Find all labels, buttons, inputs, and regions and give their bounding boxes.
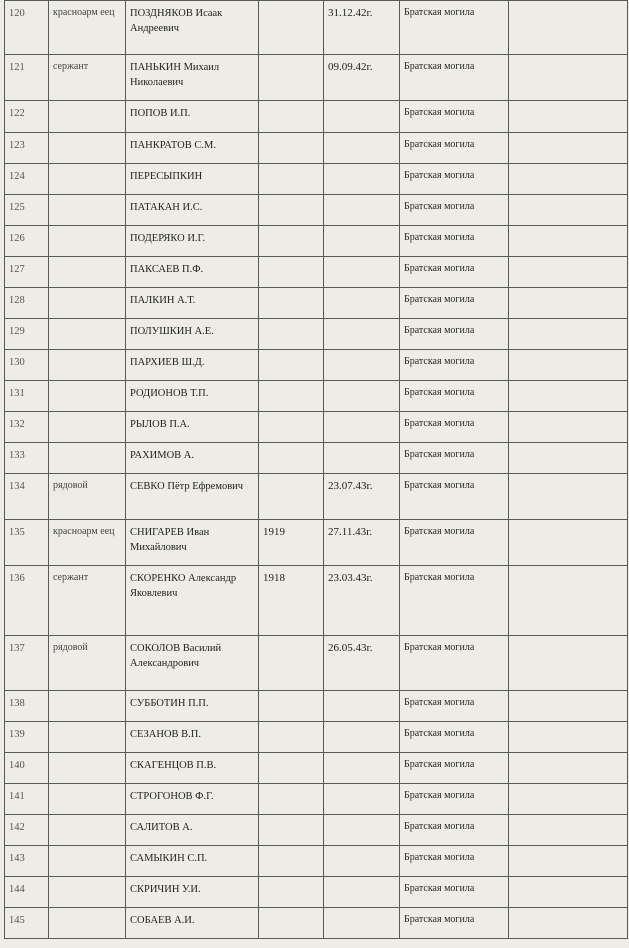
rank-cell — [49, 846, 126, 877]
name-cell: СТРОГОНОВ Ф.Г. — [126, 784, 259, 815]
table-row — [5, 877, 628, 908]
death-date-cell — [324, 226, 400, 257]
empty-cell — [509, 412, 628, 443]
burial-place-cell: Братская могила — [400, 195, 509, 226]
table-row — [5, 691, 628, 722]
name-cell: ПАНКРАТОВ С.М. — [126, 133, 259, 164]
table-row — [5, 520, 628, 566]
birth-year-cell — [259, 877, 324, 908]
row-number: 126 — [5, 226, 49, 257]
birth-year-cell — [259, 784, 324, 815]
burial-place-cell: Братская могила — [400, 474, 509, 520]
burial-place-cell: Братская могила — [400, 566, 509, 636]
birth-year-cell — [259, 753, 324, 784]
name-cell: САМЫКИН С.П. — [126, 846, 259, 877]
rank-cell — [49, 226, 126, 257]
birth-year-cell — [259, 257, 324, 288]
table-row — [5, 784, 628, 815]
name-cell: ПАРХИЕВ Ш.Д. — [126, 350, 259, 381]
death-date-cell — [324, 846, 400, 877]
burial-place-cell: Братская могила — [400, 636, 509, 691]
empty-cell — [509, 101, 628, 133]
rank-cell: рядовой — [49, 474, 126, 520]
death-date-cell: 23.07.43г. — [324, 474, 400, 520]
burial-place-cell: Братская могила — [400, 520, 509, 566]
rank-cell — [49, 350, 126, 381]
row-number: 129 — [5, 319, 49, 350]
table-row — [5, 226, 628, 257]
empty-cell — [509, 636, 628, 691]
empty-cell — [509, 288, 628, 319]
rank-cell: рядовой — [49, 636, 126, 691]
table-row — [5, 908, 628, 939]
name-cell: СНИГАРЕВ Иван Михайлович — [126, 520, 259, 566]
name-cell: СОБАЕВ А.И. — [126, 908, 259, 939]
death-date-cell — [324, 101, 400, 133]
row-number: 141 — [5, 784, 49, 815]
death-date-cell: 26.05.43г. — [324, 636, 400, 691]
table-row — [5, 1, 628, 55]
name-cell: ПОДЕРЯКО И.Г. — [126, 226, 259, 257]
birth-year-cell — [259, 1, 324, 55]
table-row — [5, 846, 628, 877]
table-row — [5, 443, 628, 474]
birth-year-cell — [259, 908, 324, 939]
birth-year-cell — [259, 815, 324, 846]
birth-year-cell — [259, 636, 324, 691]
death-date-cell — [324, 815, 400, 846]
empty-cell — [509, 877, 628, 908]
name-cell: ПЕРЕСЫПКИН — [126, 164, 259, 195]
empty-cell — [509, 815, 628, 846]
row-number: 139 — [5, 722, 49, 753]
birth-year-cell — [259, 195, 324, 226]
row-number: 143 — [5, 846, 49, 877]
row-number: 137 — [5, 636, 49, 691]
burial-place-cell: Братская могила — [400, 350, 509, 381]
burial-place-cell: Братская могила — [400, 133, 509, 164]
empty-cell — [509, 195, 628, 226]
empty-cell — [509, 133, 628, 164]
burial-place-cell: Братская могила — [400, 908, 509, 939]
empty-cell — [509, 226, 628, 257]
name-cell: ПАНЬКИН Михаил Николаевич — [126, 55, 259, 101]
death-date-cell — [324, 381, 400, 412]
empty-cell — [509, 319, 628, 350]
birth-year-cell — [259, 412, 324, 443]
rank-cell — [49, 753, 126, 784]
burial-place-cell: Братская могила — [400, 815, 509, 846]
birth-year-cell — [259, 474, 324, 520]
birth-year-cell — [259, 101, 324, 133]
rank-cell — [49, 784, 126, 815]
row-number: 134 — [5, 474, 49, 520]
table-row — [5, 636, 628, 691]
rank-cell — [49, 815, 126, 846]
name-cell: СУББОТИН П.П. — [126, 691, 259, 722]
table-row — [5, 381, 628, 412]
burial-place-cell: Братская могила — [400, 691, 509, 722]
empty-cell — [509, 520, 628, 566]
death-date-cell — [324, 691, 400, 722]
table-row — [5, 815, 628, 846]
table-row — [5, 412, 628, 443]
death-date-cell — [324, 908, 400, 939]
register-body — [5, 1, 628, 939]
row-number: 125 — [5, 195, 49, 226]
death-date-cell — [324, 443, 400, 474]
name-cell: ПАЛКИН А.Т. — [126, 288, 259, 319]
name-cell: ПОЛУШКИН А.Е. — [126, 319, 259, 350]
death-date-cell — [324, 753, 400, 784]
burial-place-cell: Братская могила — [400, 443, 509, 474]
rank-cell: красноарм еец — [49, 1, 126, 55]
birth-year-cell — [259, 319, 324, 350]
birth-year-cell — [259, 133, 324, 164]
empty-cell — [509, 566, 628, 636]
name-cell: СКОРЕНКО Александр Яковлевич — [126, 566, 259, 636]
death-date-cell — [324, 350, 400, 381]
empty-cell — [509, 846, 628, 877]
burial-register-table — [4, 0, 628, 939]
row-number: 135 — [5, 520, 49, 566]
table-row — [5, 195, 628, 226]
burial-place-cell: Братская могила — [400, 226, 509, 257]
row-number: 144 — [5, 877, 49, 908]
name-cell: ПОЗДНЯКОВ Исаак Андреевич — [126, 1, 259, 55]
table-row — [5, 164, 628, 195]
empty-cell — [509, 1, 628, 55]
row-number: 140 — [5, 753, 49, 784]
name-cell: СЕЗАНОВ В.П. — [126, 722, 259, 753]
empty-cell — [509, 691, 628, 722]
table-row — [5, 257, 628, 288]
row-number: 128 — [5, 288, 49, 319]
death-date-cell — [324, 257, 400, 288]
table-row — [5, 101, 628, 133]
row-number: 127 — [5, 257, 49, 288]
burial-place-cell: Братская могила — [400, 784, 509, 815]
death-date-cell — [324, 164, 400, 195]
table-row — [5, 722, 628, 753]
name-cell: РАХИМОВ А. — [126, 443, 259, 474]
burial-place-cell: Братская могила — [400, 55, 509, 101]
burial-place-cell: Братская могила — [400, 319, 509, 350]
row-number: 123 — [5, 133, 49, 164]
death-date-cell — [324, 412, 400, 443]
row-number: 130 — [5, 350, 49, 381]
row-number: 142 — [5, 815, 49, 846]
death-date-cell: 09.09.42г. — [324, 55, 400, 101]
burial-place-cell: Братская могила — [400, 257, 509, 288]
row-number: 138 — [5, 691, 49, 722]
death-date-cell — [324, 877, 400, 908]
burial-place-cell: Братская могила — [400, 288, 509, 319]
name-cell: СОКОЛОВ Василий Александрович — [126, 636, 259, 691]
empty-cell — [509, 350, 628, 381]
death-date-cell — [324, 195, 400, 226]
table-row — [5, 350, 628, 381]
burial-place-cell: Братская могила — [400, 753, 509, 784]
birth-year-cell — [259, 55, 324, 101]
empty-cell — [509, 753, 628, 784]
name-cell: ПАКСАЕВ П.Ф. — [126, 257, 259, 288]
row-number: 145 — [5, 908, 49, 939]
rank-cell — [49, 443, 126, 474]
burial-place-cell: Братская могила — [400, 722, 509, 753]
row-number: 131 — [5, 381, 49, 412]
rank-cell — [49, 691, 126, 722]
row-number: 122 — [5, 101, 49, 133]
burial-place-cell: Братская могила — [400, 412, 509, 443]
row-number: 121 — [5, 55, 49, 101]
burial-place-cell: Братская могила — [400, 846, 509, 877]
row-number: 124 — [5, 164, 49, 195]
birth-year-cell — [259, 846, 324, 877]
table-row — [5, 55, 628, 101]
row-number: 132 — [5, 412, 49, 443]
table-row — [5, 566, 628, 636]
birth-year-cell — [259, 443, 324, 474]
table-row — [5, 133, 628, 164]
rank-cell — [49, 319, 126, 350]
rank-cell — [49, 908, 126, 939]
birth-year-cell: 1918 — [259, 566, 324, 636]
birth-year-cell — [259, 350, 324, 381]
rank-cell — [49, 164, 126, 195]
row-number: 136 — [5, 566, 49, 636]
empty-cell — [509, 474, 628, 520]
empty-cell — [509, 908, 628, 939]
rank-cell — [49, 381, 126, 412]
name-cell: ПАТАКАН И.С. — [126, 195, 259, 226]
birth-year-cell: 1919 — [259, 520, 324, 566]
name-cell: РОДИОНОВ Т.П. — [126, 381, 259, 412]
empty-cell — [509, 257, 628, 288]
birth-year-cell — [259, 691, 324, 722]
burial-place-cell: Братская могила — [400, 1, 509, 55]
table-row — [5, 474, 628, 520]
death-date-cell: 27.11.43г. — [324, 520, 400, 566]
birth-year-cell — [259, 226, 324, 257]
birth-year-cell — [259, 722, 324, 753]
rank-cell — [49, 133, 126, 164]
rank-cell: красноарм еец — [49, 520, 126, 566]
rank-cell — [49, 257, 126, 288]
name-cell: СКАГЕНЦОВ П.В. — [126, 753, 259, 784]
name-cell: СКРИЧИН У.И. — [126, 877, 259, 908]
rank-cell — [49, 877, 126, 908]
burial-place-cell: Братская могила — [400, 101, 509, 133]
rank-cell — [49, 195, 126, 226]
name-cell: ПОПОВ И.П. — [126, 101, 259, 133]
rank-cell — [49, 288, 126, 319]
burial-place-cell: Братская могила — [400, 164, 509, 195]
death-date-cell: 23.03.43г. — [324, 566, 400, 636]
name-cell: РЫЛОВ П.А. — [126, 412, 259, 443]
empty-cell — [509, 381, 628, 412]
table-row — [5, 753, 628, 784]
birth-year-cell — [259, 288, 324, 319]
death-date-cell — [324, 784, 400, 815]
death-date-cell — [324, 133, 400, 164]
death-date-cell — [324, 319, 400, 350]
rank-cell — [49, 101, 126, 133]
death-date-cell — [324, 722, 400, 753]
rank-cell: сержант — [49, 55, 126, 101]
burial-place-cell: Братская могила — [400, 381, 509, 412]
table-row — [5, 319, 628, 350]
row-number: 120 — [5, 1, 49, 55]
rank-cell: сержант — [49, 566, 126, 636]
empty-cell — [509, 784, 628, 815]
burial-place-cell: Братская могила — [400, 877, 509, 908]
rank-cell — [49, 722, 126, 753]
empty-cell — [509, 443, 628, 474]
empty-cell — [509, 55, 628, 101]
death-date-cell: 31.12.42г. — [324, 1, 400, 55]
name-cell: СЕВКО Пётр Ефремович — [126, 474, 259, 520]
name-cell: САЛИТОВ А. — [126, 815, 259, 846]
birth-year-cell — [259, 164, 324, 195]
rank-cell — [49, 412, 126, 443]
table-row — [5, 288, 628, 319]
birth-year-cell — [259, 381, 324, 412]
empty-cell — [509, 164, 628, 195]
death-date-cell — [324, 288, 400, 319]
row-number: 133 — [5, 443, 49, 474]
empty-cell — [509, 722, 628, 753]
